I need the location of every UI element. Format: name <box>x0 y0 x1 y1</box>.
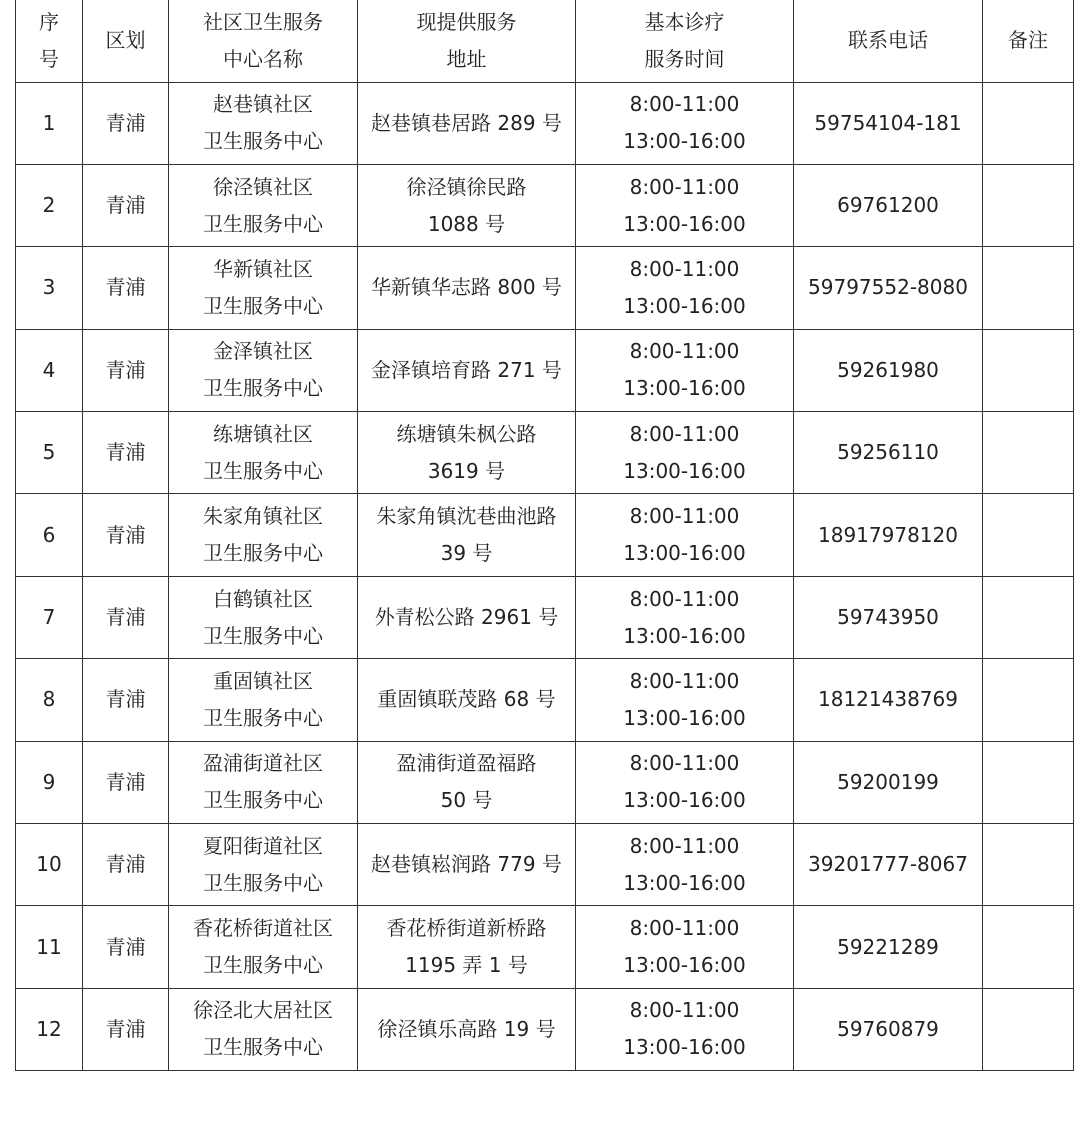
address-cell-line: 3619 号 <box>427 458 506 483</box>
district-cell: 青浦 <box>83 412 169 494</box>
hours-cell-line: 13:00-16:00 <box>623 788 746 813</box>
remarks-cell <box>983 741 1074 823</box>
center-name-cell-line: 卫生服务中心 <box>203 705 323 730</box>
phone-cell: 59221289 <box>794 906 983 988</box>
phone-cell: 59261980 <box>794 329 983 411</box>
remarks-cell <box>983 494 1074 576</box>
center-name-cell-line: 徐泾北大居社区 <box>193 998 333 1023</box>
address-cell-line: 1195 弄 1 号 <box>405 953 528 978</box>
center-name-cell-line: 卫生服务中心 <box>203 788 323 813</box>
phone-cell: 59797552-8080 <box>794 247 983 329</box>
hours-cell-line: 13:00-16:00 <box>623 293 746 318</box>
remarks-cell <box>983 412 1074 494</box>
hours-cell-line: 13:00-16:00 <box>623 376 746 401</box>
center-name-cell-line: 卫生服务中心 <box>203 870 323 895</box>
hours-cell <box>576 412 794 494</box>
seq-cell: 9 <box>16 741 83 823</box>
center-name-cell-line: 卫生服务中心 <box>203 953 323 978</box>
address-cell-line: 徐泾镇徐民路 <box>406 174 527 199</box>
district-cell: 青浦 <box>83 164 169 246</box>
address-cell-line: 盈浦街道盈福路 <box>396 751 537 776</box>
remarks-cell <box>983 988 1074 1070</box>
center-name-cell-line: 卫生服务中心 <box>203 458 323 483</box>
hours-cell <box>576 824 794 906</box>
address-cell-line: 徐泾镇乐高路 19 号 <box>377 1016 556 1041</box>
remarks-cell <box>983 659 1074 741</box>
hours-cell <box>576 576 794 658</box>
header-phone <box>794 0 983 82</box>
hours-cell-line: 8:00-11:00 <box>629 668 740 693</box>
seq-cell: 2 <box>16 164 83 246</box>
district-cell: 青浦 <box>83 741 169 823</box>
address-cell-line: 华新镇华志路 800 号 <box>371 275 562 300</box>
address-cell <box>358 412 576 494</box>
phone-cell: 59754104-181 <box>794 82 983 164</box>
center-name-cell <box>169 824 358 906</box>
center-name-cell-line: 华新镇社区 <box>213 256 313 281</box>
table-row <box>16 824 1074 906</box>
center-name-cell <box>169 247 358 329</box>
hours-cell-line: 8:00-11:00 <box>629 174 740 199</box>
address-cell-line: 39 号 <box>440 541 493 566</box>
phone-cell: 59743950 <box>794 576 983 658</box>
header-remarks <box>983 0 1074 82</box>
table-row <box>16 329 1074 411</box>
address-cell-line: 金泽镇培育路 271 号 <box>371 357 562 382</box>
hours-cell-line: 13:00-16:00 <box>623 623 746 648</box>
header-label-line: 服务时间 <box>644 46 725 71</box>
remarks-cell <box>983 329 1074 411</box>
center-name-cell-line: 夏阳街道社区 <box>203 833 323 858</box>
remarks-cell <box>983 824 1074 906</box>
center-name-cell-line: 朱家角镇社区 <box>203 504 323 529</box>
header-label-line: 序 <box>39 9 59 34</box>
center-name-cell-line: 卫生服务中心 <box>203 376 323 401</box>
address-cell-line: 重固镇联茂路 68 号 <box>377 687 556 712</box>
table-row <box>16 247 1074 329</box>
header-label-line: 社区卫生服务 <box>203 9 323 34</box>
header-label-line: 联系电话 <box>848 28 928 53</box>
hours-cell-line: 13:00-16:00 <box>623 541 746 566</box>
center-name-cell-line: 重固镇社区 <box>213 668 313 693</box>
center-name-cell-line: 赵巷镇社区 <box>213 92 313 117</box>
center-name-cell-line: 卫生服务中心 <box>203 1035 323 1060</box>
health-center-table <box>15 0 1074 1071</box>
district-cell: 青浦 <box>83 824 169 906</box>
header-hours <box>576 0 794 82</box>
phone-cell: 18121438769 <box>794 659 983 741</box>
header-district <box>83 0 169 82</box>
header-label-line: 区划 <box>105 28 146 53</box>
center-name-cell <box>169 412 358 494</box>
center-name-cell <box>169 659 358 741</box>
hours-cell <box>576 247 794 329</box>
center-name-cell-line: 练塘镇社区 <box>213 421 313 446</box>
hours-cell-line: 8:00-11:00 <box>629 339 740 364</box>
center-name-cell-line: 白鹤镇社区 <box>213 586 313 611</box>
address-cell <box>358 988 576 1070</box>
hours-cell <box>576 164 794 246</box>
district-cell: 青浦 <box>83 576 169 658</box>
header-row <box>16 0 1074 82</box>
hours-cell-line: 13:00-16:00 <box>623 211 746 236</box>
address-cell-line: 香花桥街道新桥路 <box>386 916 547 941</box>
address-cell <box>358 247 576 329</box>
hours-cell-line: 8:00-11:00 <box>629 751 740 776</box>
table-row <box>16 741 1074 823</box>
header-label-line: 备注 <box>1008 28 1048 53</box>
header-seq <box>16 0 83 82</box>
hours-cell <box>576 329 794 411</box>
hours-cell-line: 13:00-16:00 <box>623 129 746 154</box>
address-cell-line: 1088 号 <box>427 211 506 236</box>
hours-cell <box>576 82 794 164</box>
address-cell-line: 赵巷镇崧润路 779 号 <box>371 852 562 877</box>
phone-cell: 39201777-8067 <box>794 824 983 906</box>
header-label-line: 基本诊疗 <box>644 9 725 34</box>
header-label-line: 现提供服务 <box>416 9 517 34</box>
table-row <box>16 164 1074 246</box>
table-row <box>16 82 1074 164</box>
hours-cell-line: 8:00-11:00 <box>629 421 740 446</box>
remarks-cell <box>983 82 1074 164</box>
seq-cell: 3 <box>16 247 83 329</box>
address-cell <box>358 741 576 823</box>
remarks-cell <box>983 576 1074 658</box>
seq-cell: 6 <box>16 494 83 576</box>
address-cell-line: 赵巷镇巷居路 289 号 <box>371 110 562 135</box>
center-name-cell-line: 卫生服务中心 <box>203 623 323 648</box>
address-cell <box>358 576 576 658</box>
hours-cell-line: 13:00-16:00 <box>623 458 746 483</box>
header-label-line: 地址 <box>446 46 487 71</box>
center-name-cell-line: 金泽镇社区 <box>213 339 313 364</box>
center-name-cell <box>169 576 358 658</box>
hours-cell-line: 8:00-11:00 <box>629 504 740 529</box>
address-cell <box>358 659 576 741</box>
remarks-cell <box>983 906 1074 988</box>
header-label-line: 号 <box>39 46 59 71</box>
table-row <box>16 576 1074 658</box>
table-row <box>16 412 1074 494</box>
center-name-cell <box>169 741 358 823</box>
address-cell <box>358 164 576 246</box>
address-cell <box>358 824 576 906</box>
header-label-line: 中心名称 <box>223 46 303 71</box>
district-cell: 青浦 <box>83 329 169 411</box>
district-cell: 青浦 <box>83 659 169 741</box>
hours-cell-line: 8:00-11:00 <box>629 586 740 611</box>
center-name-cell <box>169 988 358 1070</box>
hours-cell <box>576 906 794 988</box>
header-center-name <box>169 0 358 82</box>
district-cell: 青浦 <box>83 494 169 576</box>
phone-cell: 59256110 <box>794 412 983 494</box>
header-address <box>358 0 576 82</box>
hours-cell-line: 13:00-16:00 <box>623 1035 746 1060</box>
hours-cell-line: 8:00-11:00 <box>629 833 740 858</box>
address-cell-line: 练塘镇朱枫公路 <box>396 421 537 446</box>
center-name-cell <box>169 164 358 246</box>
seq-cell: 7 <box>16 576 83 658</box>
hours-cell <box>576 988 794 1070</box>
address-cell-line: 外青松公路 2961 号 <box>374 605 559 630</box>
hours-cell <box>576 741 794 823</box>
hours-cell-line: 8:00-11:00 <box>629 256 740 281</box>
seq-cell: 1 <box>16 82 83 164</box>
center-name-cell-line: 盈浦街道社区 <box>203 751 323 776</box>
seq-cell: 8 <box>16 659 83 741</box>
center-name-cell <box>169 494 358 576</box>
phone-cell: 18917978120 <box>794 494 983 576</box>
hours-cell <box>576 659 794 741</box>
center-name-cell-line: 卫生服务中心 <box>203 541 323 566</box>
center-name-cell-line: 卫生服务中心 <box>203 129 323 154</box>
address-cell-line: 朱家角镇沈巷曲池路 <box>376 504 557 529</box>
district-cell: 青浦 <box>83 247 169 329</box>
center-name-cell-line: 香花桥街道社区 <box>193 916 333 941</box>
address-cell <box>358 82 576 164</box>
table-row <box>16 906 1074 988</box>
district-cell: 青浦 <box>83 906 169 988</box>
table-body <box>16 82 1074 1071</box>
center-name-cell-line: 卫生服务中心 <box>203 211 323 236</box>
table-row <box>16 659 1074 741</box>
hours-cell-line: 8:00-11:00 <box>629 92 740 117</box>
address-cell-line: 50 号 <box>440 788 493 813</box>
phone-cell: 59200199 <box>794 741 983 823</box>
center-name-cell <box>169 906 358 988</box>
table-row <box>16 494 1074 576</box>
table-header <box>16 0 1074 82</box>
district-cell: 青浦 <box>83 82 169 164</box>
address-cell <box>358 329 576 411</box>
center-name-cell <box>169 82 358 164</box>
seq-cell: 5 <box>16 412 83 494</box>
seq-cell: 12 <box>16 988 83 1070</box>
center-name-cell-line: 徐泾镇社区 <box>213 174 313 199</box>
seq-cell: 4 <box>16 329 83 411</box>
hours-cell-line: 13:00-16:00 <box>623 705 746 730</box>
hours-cell-line: 13:00-16:00 <box>623 870 746 895</box>
hours-cell <box>576 494 794 576</box>
address-cell <box>358 494 576 576</box>
remarks-cell <box>983 164 1074 246</box>
address-cell <box>358 906 576 988</box>
district-cell: 青浦 <box>83 988 169 1070</box>
phone-cell: 69761200 <box>794 164 983 246</box>
phone-cell: 59760879 <box>794 988 983 1070</box>
hours-cell-line: 13:00-16:00 <box>623 953 746 978</box>
hours-cell-line: 8:00-11:00 <box>629 916 740 941</box>
center-name-cell-line: 卫生服务中心 <box>203 293 323 318</box>
center-name-cell <box>169 329 358 411</box>
hours-cell-line: 8:00-11:00 <box>629 998 740 1023</box>
remarks-cell <box>983 247 1074 329</box>
seq-cell: 11 <box>16 906 83 988</box>
seq-cell: 10 <box>16 824 83 906</box>
table-row <box>16 988 1074 1070</box>
